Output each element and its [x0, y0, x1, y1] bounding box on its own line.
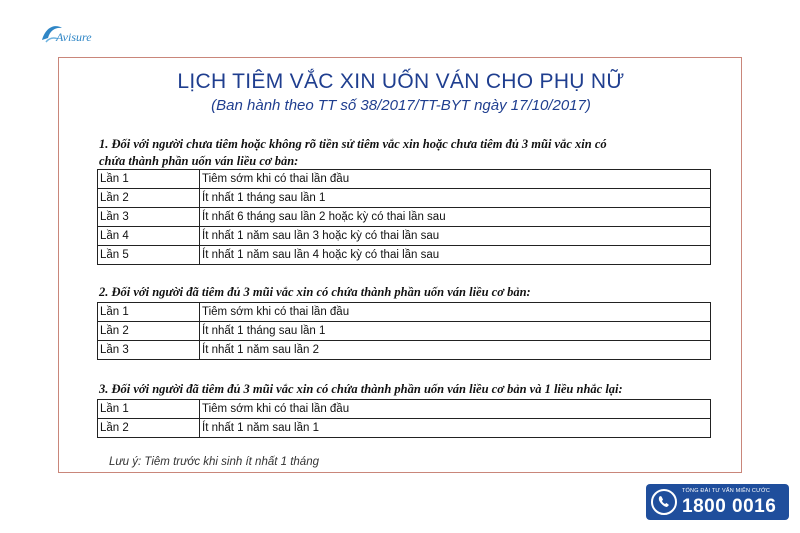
section-2-heading [99, 284, 719, 301]
timing-cell: Ít nhất 1 năm sau lần 2 [200, 341, 711, 360]
section-3-heading [99, 381, 719, 398]
hotline-caption: TỔNG ĐÀI TƯ VẤN MIỄN CƯỚC [682, 488, 771, 494]
table-row [98, 322, 711, 341]
page-subtitle: (Ban hành theo TT số 38/2017/TT-BYT ngày 17/10/2017) [211, 97, 591, 114]
section-1-heading [99, 136, 719, 170]
phone-icon [651, 489, 677, 515]
table-row [98, 303, 711, 322]
vaccine-schedule-card [58, 57, 742, 473]
dose-cell: Lần 4 [98, 227, 200, 246]
section-2-table [97, 302, 711, 360]
timing-cell: Ít nhất 6 tháng sau lần 2 hoặc kỳ có thai lần sau [200, 208, 711, 227]
dose-cell: Lần 2 [98, 322, 200, 341]
dose-cell: Lần 3 [98, 341, 200, 360]
table-row [98, 419, 711, 438]
timing-cell: Ít nhất 1 tháng sau lần 1 [200, 322, 711, 341]
table-row [98, 189, 711, 208]
footnote: Lưu ý: Tiêm trước khi sinh ít nhất 1 tháng [109, 456, 319, 468]
table-row [98, 400, 711, 419]
section-3-table [97, 399, 711, 438]
dose-cell: Lần 2 [98, 419, 200, 438]
table-row [98, 208, 711, 227]
dose-cell: Lần 1 [98, 303, 200, 322]
dose-cell: Lần 3 [98, 208, 200, 227]
logo-text: Avisure [56, 30, 92, 44]
section-2-heading-line1: 2. Đối với người đã tiêm đủ 3 mũi vắc xin có chứa thành phần uốn ván liều cơ bản: [99, 285, 531, 299]
page-title: LỊCH TIÊM VẮC XIN UỐN VÁN CHO PHỤ NỮ [177, 70, 625, 93]
timing-cell: Ít nhất 1 năm sau lần 4 hoặc kỳ có thai lần sau [200, 246, 711, 265]
timing-cell: Ít nhất 1 năm sau lần 1 [200, 419, 711, 438]
timing-cell: Ít nhất 1 tháng sau lần 1 [200, 189, 711, 208]
dose-cell: Lần 5 [98, 246, 200, 265]
dose-cell: Lần 1 [98, 400, 200, 419]
timing-cell: Tiêm sớm khi có thai lần đầu [200, 400, 711, 419]
table-row [98, 227, 711, 246]
table-row [98, 170, 711, 189]
hotline-banner[interactable] [646, 484, 789, 520]
section-1-heading-line2: chứa thành phần uốn ván liều cơ bản: [99, 154, 299, 168]
section-1-heading-line1: 1. Đối với người chưa tiêm hoặc không rõ tiền sử tiêm vắc xin hoặc chưa tiêm đủ 3 mũi vắc xin có [99, 137, 607, 151]
hotline-number[interactable]: 1800 0016 [682, 496, 777, 517]
section-3-heading-line1: 3. Đối với người đã tiêm đủ 3 mũi vắc xin có chứa thành phần uốn ván liều cơ bản và 1 liều nhắc lại: [99, 382, 623, 396]
table-row [98, 341, 711, 360]
timing-cell: Tiêm sớm khi có thai lần đầu [200, 303, 711, 322]
timing-cell: Ít nhất 1 năm sau lần 3 hoặc kỳ có thai lần sau [200, 227, 711, 246]
dose-cell: Lần 1 [98, 170, 200, 189]
dose-cell: Lần 2 [98, 189, 200, 208]
brand-logo[interactable] [20, 10, 90, 46]
timing-cell: Tiêm sớm khi có thai lần đầu [200, 170, 711, 189]
section-1-table [97, 169, 711, 265]
table-row [98, 246, 711, 265]
